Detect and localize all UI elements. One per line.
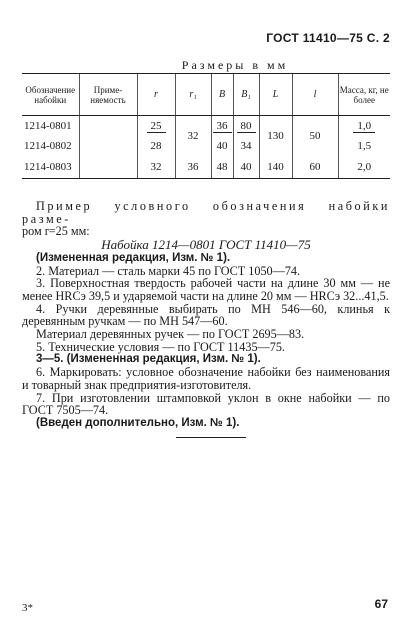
cell-r: 28 (137, 136, 175, 156)
edit-note-1: (Измененная редакция, Изм. № 1). (36, 251, 231, 264)
table-row (22, 116, 390, 137)
example-line-2: ром r=25 мм: (22, 224, 90, 239)
cell-B1 (233, 116, 259, 137)
header-r1: r₁ (175, 74, 211, 116)
cell-l-shared: 50 (292, 116, 338, 157)
standard-header: ГОСТ 11410—75 С. 2 (266, 31, 390, 45)
edit-note-3: (Введен дополнительно, Изм. № 1). (36, 416, 240, 429)
item-4: 4. Ручки деревянные выбирать по МН 546—60, клинья к деревянным ручкам — по МН 547—60. (22, 301, 390, 329)
cell-application (79, 156, 137, 179)
header-l: l (292, 74, 338, 116)
example-line-1: Пример условного обозначения набойки разме- (22, 199, 390, 226)
cell-r: 32 (137, 156, 175, 179)
cell-mass (338, 116, 390, 137)
cell-designation: 1214-0801 (24, 120, 72, 132)
cell-r1: 36 (175, 156, 211, 179)
cell-application (79, 116, 137, 137)
cell-L-shared: 130 (259, 116, 292, 157)
cell-r-value: 25 (147, 120, 166, 133)
cell-mass: 1,5 (338, 136, 390, 156)
cell-B1-value: 80 (237, 120, 256, 133)
cell-B: 48 (211, 156, 233, 179)
edit-note-2: 3—5. (Измененная редакция, Изм. № 1). (36, 353, 261, 366)
header-designation: Обозначение набойки (22, 74, 79, 116)
item-3: 3. Поверхностная твердость рабочей части на длине 30 мм — не менее HRCэ 39,5 и ударяемой части на длине 20 мм — HRCэ 32...41,5. (22, 276, 390, 303)
item-6: 6. Маркировать: условное обозначение набойки без наименования и товарный знак предприятия-изготовителя. (22, 365, 390, 392)
cell-r (137, 116, 175, 137)
header-application: Приме-няемость (79, 74, 137, 116)
sheet-mark: 3* (22, 602, 33, 614)
separator-rule (176, 437, 246, 438)
table-caption: Размеры в мм (181, 58, 289, 72)
item-4b: Материал деревянных ручек — по ГОСТ 2695—83. (36, 327, 305, 342)
cell-mass-value: 1,0 (353, 120, 375, 133)
cell-B-value: 36 (213, 120, 232, 133)
dimensions-table (22, 73, 390, 179)
designation-example: Набойка 1214—0801 ГОСТ 11410—75 (101, 237, 311, 253)
cell-L: 140 (259, 156, 292, 179)
page-number: 67 (374, 597, 388, 611)
cell-B (211, 116, 233, 137)
header-B: B (211, 74, 233, 116)
header-L: L (259, 74, 292, 116)
header-B1: B₁ (233, 74, 259, 116)
cell-application (79, 136, 137, 156)
table-row (22, 156, 390, 179)
cell-l: 60 (292, 156, 338, 179)
cell-B1: 34 (233, 136, 259, 156)
cell-B: 40 (211, 136, 233, 156)
table-header-row (22, 74, 390, 116)
header-mass: Масса, кг, не более (338, 74, 390, 116)
item-5: 5. Технические условия — по ГОСТ 11435—75. (36, 339, 285, 354)
cell-designation: 1214-0802 (24, 140, 72, 152)
cell-B1: 40 (233, 156, 259, 179)
body-text (22, 200, 390, 430)
item-2: 2. Материал — сталь марки 45 по ГОСТ 1050—74. (36, 263, 301, 278)
header-r: r (137, 74, 175, 116)
cell-r1-shared: 32 (175, 116, 211, 157)
cell-designation: 1214-0803 (22, 156, 79, 179)
item-7: 7. При изготовлении штамповкой уклон в окне набойки — по ГОСТ 7505—74. (22, 390, 390, 418)
cell-mass: 2,0 (338, 156, 390, 179)
